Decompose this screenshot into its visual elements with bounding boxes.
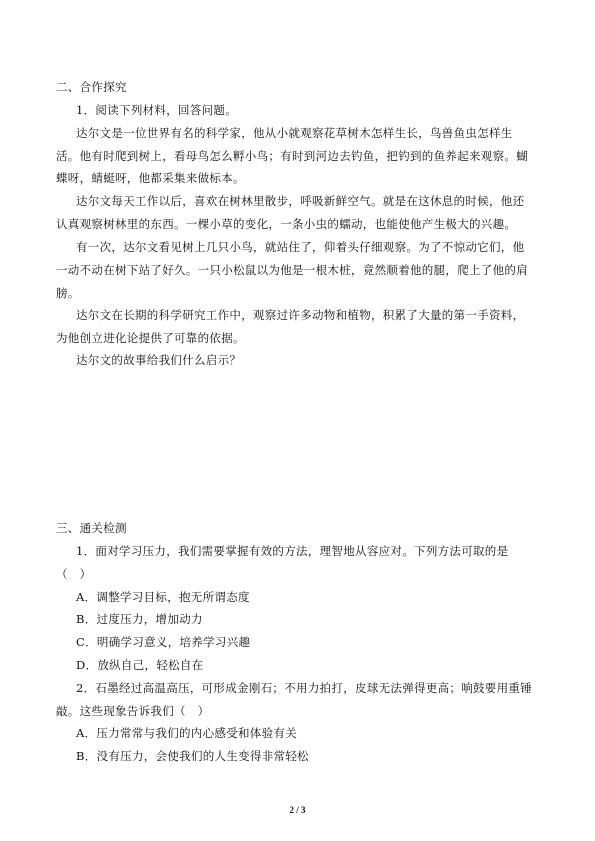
question-text: 2．石墨经过高温高压，可形成金刚石；不用力拍打，皮球无法弹得更高；响鼓要用重锤 (76, 681, 533, 695)
section-heading: 三、通关检测 (56, 521, 127, 535)
option-c: C．明确学习意义，培养学习兴趣 (76, 635, 251, 649)
paragraph-line: 蝶呀，蜻蜓呀，他都采集来做标本。 (56, 171, 245, 185)
option-b: B．过度压力，增加动力 (76, 612, 203, 626)
section-heading: 二、合作探究 (56, 80, 127, 94)
option-d: D．放纵自己，轻松自在 (76, 658, 204, 672)
option-a: A．调整学习目标，抱无所谓态度 (76, 590, 250, 604)
paragraph-line: 认真观察树林里的东西。一棵小草的变化，一条小虫的蠕动，也能使他产生极大的兴趣。 (56, 217, 517, 231)
page-number: 2 / 3 (289, 805, 306, 815)
question-prompt: 1．阅读下列材料，回答问题。 (76, 103, 238, 117)
question-text: 1．面对学习压力，我们需要掌握有效的方法，理智地从容应对。下列方法可取的是 (76, 544, 509, 558)
paragraph-line: 为他创立进化论提供了可靠的依据。 (56, 331, 245, 345)
paragraph-line: 活。他有时爬到树上，看母鸟怎么孵小鸟；有时到河边去钓鱼，把钓到的鱼养起来观察。蝴 (56, 149, 528, 163)
answer-blank: （ ） (56, 567, 92, 581)
option-b: B．没有压力，会使我们的人生变得非常轻松 (76, 749, 309, 763)
paragraph-line: 有一次，达尔文看见树上几只小鸟，就站住了，仰着头仔细观察。为了不惊动它们，他 (76, 240, 525, 254)
paragraph-line: 达尔文在长期的科学研究工作中，观察过许多动物和植物，积累了大量的第一手资料， (76, 308, 525, 322)
paragraph-line: 一动不动在树下站了好久。一只小松鼠以为他是一根木桩，竟然顺着他的腿，爬上了他的肩 (56, 263, 528, 277)
paragraph-line: 达尔文是一位世界有名的科学家，他从小就观察花草树木怎样生长，鸟兽鱼虫怎样生 (76, 126, 513, 140)
question-text: 达尔文的故事给我们什么启示？ (76, 353, 242, 367)
option-a: A．压力常常与我们的内心感受和体验有关 (76, 726, 298, 740)
question-text: 敲。这些现象告诉我们（ ） (56, 704, 210, 718)
paragraph-line: 膀。 (56, 286, 80, 300)
paragraph-line: 达尔文每天工作以后，喜欢在树林里散步，呼吸新鲜空气。就是在这休息的时候，他还 (76, 194, 525, 208)
